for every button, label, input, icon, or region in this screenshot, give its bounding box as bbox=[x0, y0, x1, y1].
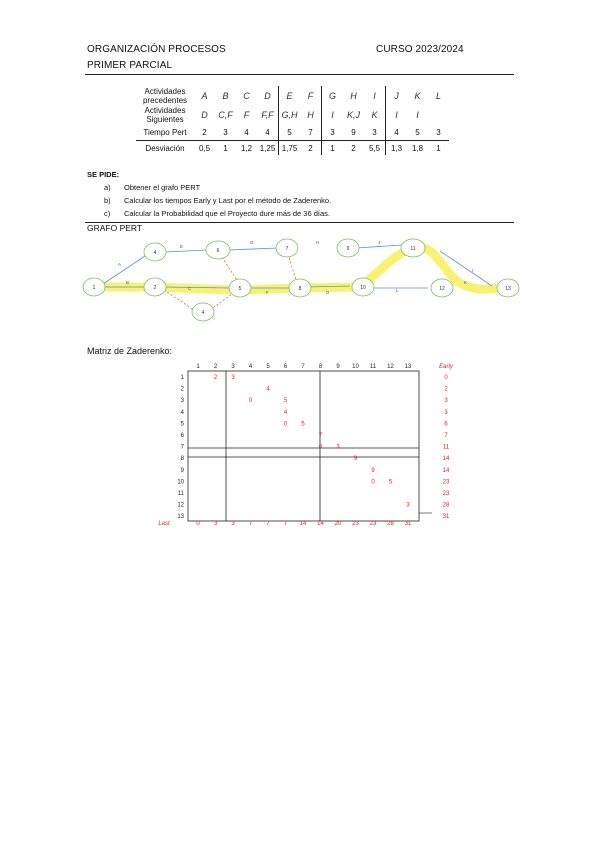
dummy-edges bbox=[164, 254, 296, 310]
node-label: 1 bbox=[92, 285, 96, 291]
last-value: 7 bbox=[248, 521, 253, 527]
matrix-cell: 5 bbox=[283, 398, 288, 405]
matrix-cell: 0 bbox=[283, 421, 288, 428]
early-value: 31 bbox=[442, 514, 450, 521]
header-course: CURSO 2023/2024 bbox=[376, 44, 464, 55]
row-label-tiempo: Tiempo Pert bbox=[143, 127, 187, 137]
request-title: SE PIDE: bbox=[87, 170, 120, 179]
table-cell: 1 bbox=[215, 141, 236, 156]
table-cell: I bbox=[322, 105, 344, 124]
table-cell: 2 bbox=[202, 127, 207, 137]
edge-line bbox=[228, 248, 278, 250]
early-value: 14 bbox=[442, 467, 450, 474]
matrix-row-header: 1 bbox=[180, 375, 184, 381]
last-value: 3 bbox=[213, 521, 218, 527]
matrix-row-header: 11 bbox=[177, 491, 184, 497]
table-cell: 5 bbox=[279, 124, 301, 141]
edge-label: C bbox=[188, 286, 192, 291]
last-value: 14 bbox=[317, 521, 324, 527]
table-cell: 4 bbox=[244, 127, 249, 137]
node-label: 2 bbox=[153, 285, 157, 291]
table-cell: G,H bbox=[279, 105, 301, 124]
matrix-cell: 3 bbox=[231, 375, 235, 381]
edge-label: H bbox=[316, 240, 320, 245]
edge-label: B bbox=[126, 280, 130, 285]
node-label: 10 bbox=[360, 285, 366, 291]
table-cell bbox=[428, 105, 449, 124]
column-header: L bbox=[435, 90, 441, 101]
matrix-row-header: 6 bbox=[180, 433, 184, 439]
table-cell: D bbox=[201, 109, 208, 120]
row-label-siguientes: Actividades Siguientes bbox=[144, 105, 186, 124]
matrix-row-header: 10 bbox=[177, 479, 184, 486]
table-cell: 3 bbox=[436, 127, 441, 137]
matrix-row-header: 12 bbox=[177, 502, 184, 509]
matrix-row-header: 4 bbox=[180, 409, 184, 416]
table-cell: 1,8 bbox=[407, 141, 428, 156]
pert-graph bbox=[80, 232, 520, 327]
matrix-cells bbox=[158, 364, 454, 527]
node-label: 5 bbox=[238, 286, 242, 292]
request-item-b: Calcular los tiempos Early y Last por el método de Zaderenko. bbox=[124, 196, 332, 205]
matrix-row-header: 2 bbox=[180, 386, 184, 393]
column-header: D bbox=[264, 90, 271, 101]
request-item-a: Obtener el grafo PERT bbox=[124, 183, 201, 192]
matrix-cell: 4 bbox=[266, 386, 270, 393]
row-label-desviacion: Desviación bbox=[136, 141, 194, 156]
matrix-col-header: 12 bbox=[387, 364, 394, 370]
node-label: 7 bbox=[285, 246, 289, 252]
early-value: 3 bbox=[444, 409, 448, 416]
table-cell: 1 bbox=[428, 141, 449, 156]
table-cell: C,F bbox=[218, 109, 233, 120]
request-item-c: Calcular la Probabilidad que el Proyecto dure más de 36 días. bbox=[124, 209, 330, 218]
column-header: B bbox=[222, 90, 229, 101]
node-label: 9 bbox=[346, 246, 350, 252]
matrix-row-header: 7 bbox=[180, 444, 184, 451]
column-header: H bbox=[350, 90, 357, 101]
dummy-edge-line bbox=[164, 290, 194, 310]
node-label: 4 bbox=[153, 250, 157, 256]
table-cell: 4 bbox=[265, 127, 270, 137]
dummy-edge-line bbox=[288, 254, 296, 280]
column-header: I bbox=[373, 90, 376, 101]
table-cell: H bbox=[307, 109, 314, 120]
last-value: 23 bbox=[352, 521, 359, 527]
matrix-col-header: 6 bbox=[283, 364, 288, 370]
matrix-row-header: 9 bbox=[180, 467, 184, 474]
matrix-col-header: 11 bbox=[369, 364, 377, 370]
matrix-cell: 0 bbox=[371, 479, 375, 486]
matrix-cell: 2 bbox=[213, 375, 218, 381]
table-cell: K bbox=[371, 109, 378, 120]
request-item-a-letter: a) bbox=[104, 183, 111, 192]
request-item-b-letter: b) bbox=[104, 196, 111, 205]
matrix-cell: 0 bbox=[318, 444, 323, 451]
table-cell: 3 bbox=[223, 127, 228, 137]
section-rule bbox=[85, 222, 514, 223]
column-header: A bbox=[201, 90, 208, 101]
zaderenko-matrix bbox=[150, 358, 470, 528]
table-cell: 9 bbox=[351, 127, 356, 137]
column-header: G bbox=[322, 86, 344, 105]
table-cell: I bbox=[386, 105, 408, 124]
table-cell: 5,5 bbox=[364, 141, 386, 156]
graph-title: GRAFO PERT bbox=[87, 223, 143, 233]
early-value: 3 bbox=[444, 398, 448, 405]
last-value: 3 bbox=[231, 521, 235, 527]
early-value: 28 bbox=[442, 502, 450, 509]
matrix-col-header: 5 bbox=[266, 364, 270, 370]
matrix-row-header: 5 bbox=[180, 421, 184, 428]
table-cell: 4 bbox=[386, 124, 408, 141]
early-value: 23 bbox=[442, 491, 450, 497]
last-value: 7 bbox=[266, 521, 270, 527]
matrix-col-header: 2 bbox=[213, 364, 218, 370]
last-value: 20 bbox=[334, 521, 342, 527]
edge-label: G bbox=[250, 240, 254, 245]
last-value: 14 bbox=[299, 521, 307, 527]
early-label: Early bbox=[439, 364, 453, 370]
dummy-edge-line bbox=[210, 294, 232, 310]
column-header: K bbox=[414, 90, 421, 101]
matrix-cell: 5 bbox=[301, 421, 305, 428]
column-header: C bbox=[243, 90, 250, 101]
node-label: 8 bbox=[298, 286, 302, 292]
table-cell: F,F bbox=[261, 109, 274, 120]
table-cell: 3 bbox=[322, 124, 344, 141]
early-value: 6 bbox=[444, 421, 448, 428]
table-cell: 2 bbox=[300, 141, 322, 156]
node-label: 6 bbox=[216, 248, 220, 254]
header-org: ORGANIZACIÓN PROCESOS bbox=[87, 44, 226, 55]
edge-label: K bbox=[464, 280, 468, 285]
edge-line bbox=[356, 245, 402, 248]
node-label: 13 bbox=[505, 286, 511, 292]
matrix-cell: 9 bbox=[371, 467, 375, 474]
matrix-col-header: 8 bbox=[318, 364, 323, 370]
matrix-col-header: 4 bbox=[248, 364, 253, 370]
table-cell: 5 bbox=[415, 127, 420, 137]
matrix-col-header: 9 bbox=[336, 364, 340, 370]
matrix-col-header: 7 bbox=[301, 364, 305, 370]
last-label: Last bbox=[158, 521, 170, 527]
table-cell: 2 bbox=[343, 141, 364, 156]
matrix-title: Matriz de Zaderenko: bbox=[87, 346, 173, 356]
edge-label: F bbox=[266, 290, 269, 295]
header-exam: PRIMER PARCIAL bbox=[87, 60, 173, 71]
early-value: 2 bbox=[444, 386, 448, 393]
matrix-row-header: 8 bbox=[180, 456, 184, 463]
last-value: 7 bbox=[283, 521, 288, 527]
matrix-cell: 3 bbox=[336, 444, 340, 451]
matrix-cell: 4 bbox=[283, 409, 288, 416]
table-cell: I bbox=[416, 109, 419, 120]
table-cell: 1 bbox=[322, 141, 344, 156]
matrix-col-header: 13 bbox=[404, 364, 412, 370]
matrix-cell: 7 bbox=[318, 433, 323, 439]
last-value: 28 bbox=[387, 521, 394, 527]
edge-label: L bbox=[396, 288, 399, 293]
last-value: 0 bbox=[196, 521, 200, 527]
matrix-cell: 9 bbox=[353, 456, 358, 463]
matrix-col-header: 10 bbox=[352, 364, 359, 370]
table-cell: 1,25 bbox=[257, 141, 279, 156]
early-value: 23 bbox=[442, 479, 450, 486]
row-label-precedentes: Actividades precedentes bbox=[142, 86, 188, 105]
early-value: 7 bbox=[444, 433, 448, 439]
edge-label: I bbox=[472, 268, 474, 273]
node-label: 4 bbox=[201, 310, 205, 316]
matrix-cell: 0 bbox=[248, 398, 253, 405]
edge-label: J bbox=[378, 240, 381, 245]
table-cell: 0,5 bbox=[194, 141, 215, 156]
matrix-row-header: 3 bbox=[180, 398, 184, 405]
matrix-col-header: 3 bbox=[231, 364, 235, 370]
table-cell: 1,2 bbox=[236, 141, 257, 156]
last-value: 31 bbox=[404, 521, 412, 527]
edge-label: A bbox=[118, 262, 122, 267]
table-cell: K,J bbox=[346, 109, 360, 120]
table-cell: 7 bbox=[308, 127, 313, 137]
node-label: 11 bbox=[410, 246, 416, 252]
last-value: 23 bbox=[369, 521, 377, 527]
early-value: 14 bbox=[442, 456, 450, 463]
table-cell: 1,75 bbox=[279, 141, 301, 156]
edge-line bbox=[164, 250, 208, 252]
column-header: J bbox=[386, 86, 408, 105]
matrix-col-header: 1 bbox=[196, 364, 200, 370]
node-label: 12 bbox=[439, 286, 445, 292]
header-rule bbox=[85, 74, 514, 75]
early-value: 11 bbox=[442, 444, 450, 451]
column-header: E bbox=[279, 86, 301, 105]
request-item-c-letter: c) bbox=[104, 209, 111, 218]
matrix-border bbox=[188, 371, 419, 521]
table-cell: 3 bbox=[372, 127, 377, 137]
matrix-cell: 3 bbox=[406, 502, 410, 509]
matrix-row-header: 13 bbox=[177, 514, 184, 521]
activity-table bbox=[136, 86, 449, 155]
edge-label: E bbox=[180, 244, 184, 249]
column-header: F bbox=[307, 90, 314, 101]
matrix-cell: 5 bbox=[388, 479, 393, 486]
early-value: 0 bbox=[444, 375, 448, 381]
table-cell: 1,3 bbox=[386, 141, 408, 156]
edge-label: D bbox=[326, 290, 330, 295]
table-cell: F bbox=[243, 109, 250, 120]
